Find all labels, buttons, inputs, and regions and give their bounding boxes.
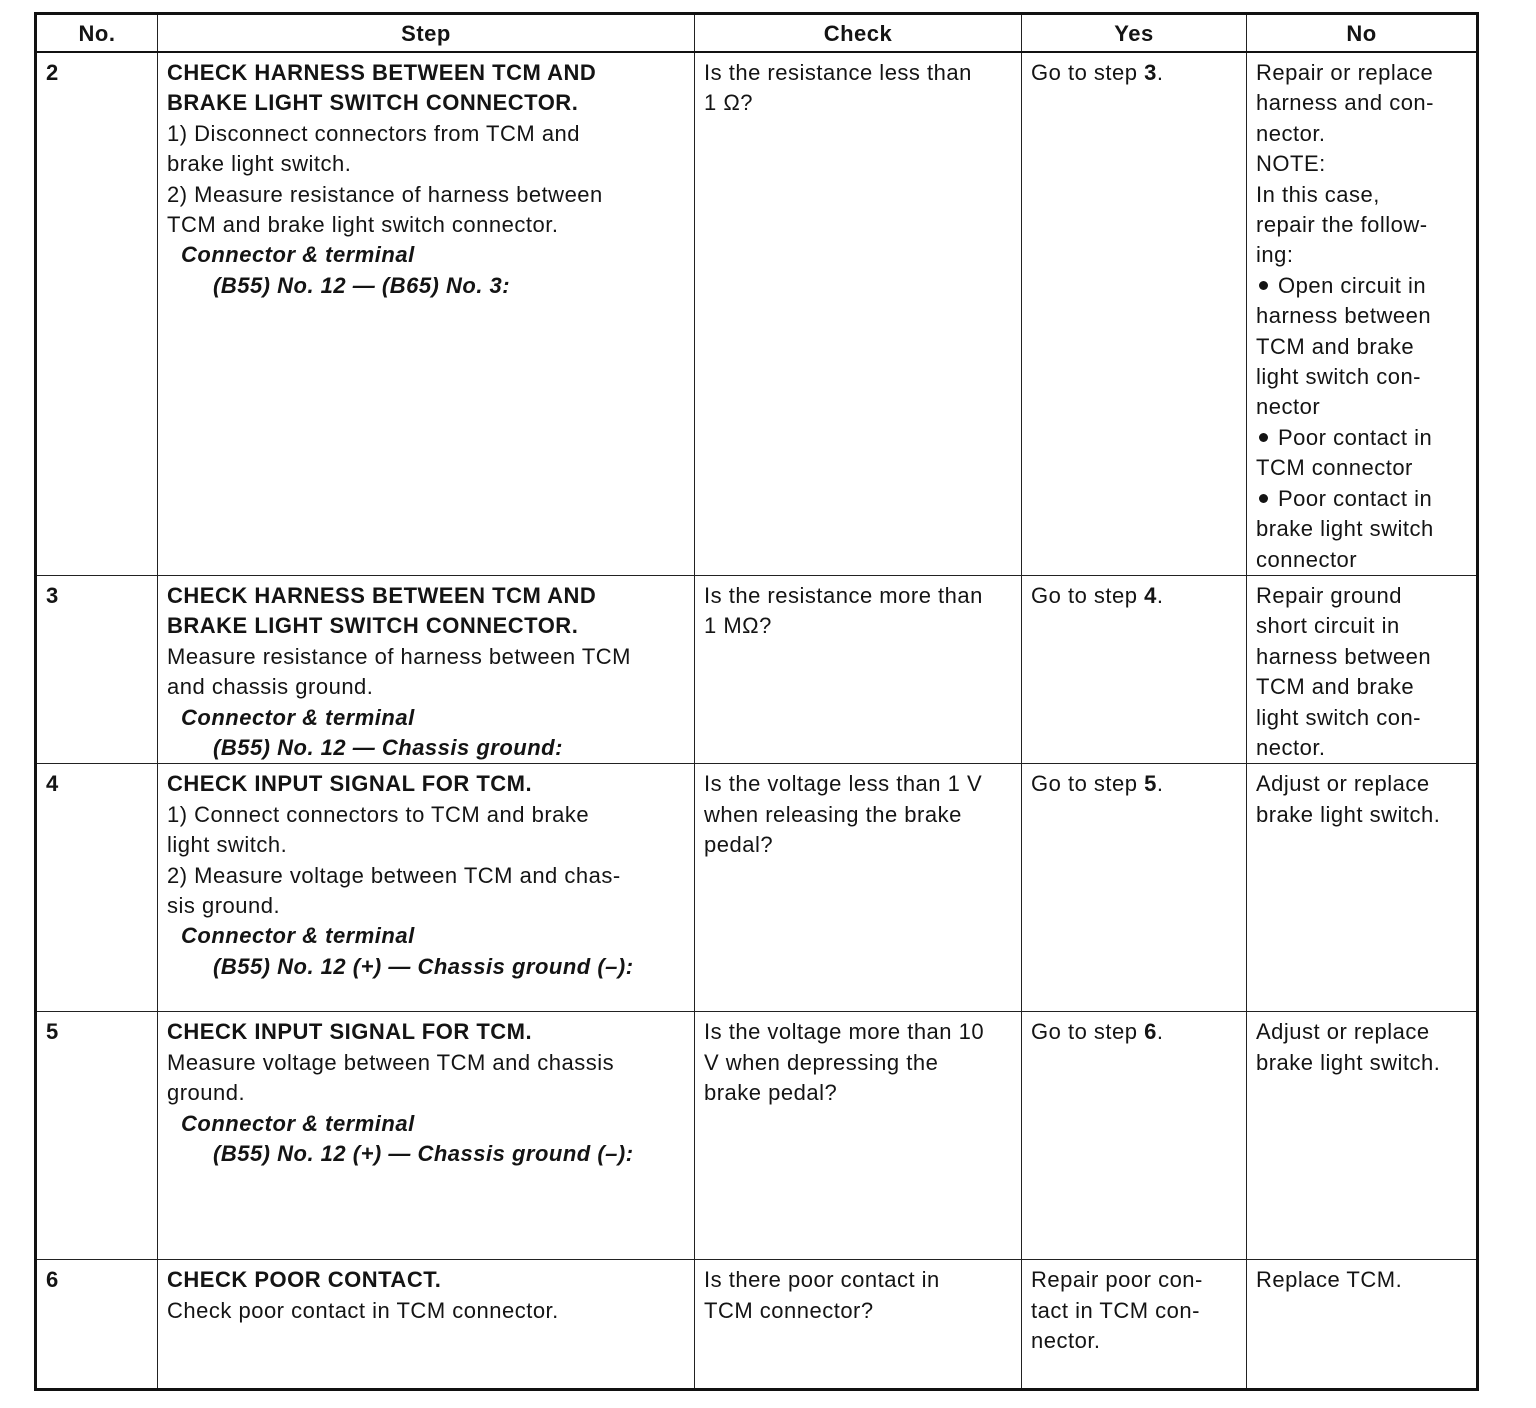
step-instruction: TCM and brake light switch connector. — [167, 212, 559, 238]
check-cell — [695, 764, 1022, 1012]
step-cell — [158, 575, 695, 763]
check-text: 1 Ω? — [704, 90, 754, 116]
bullet-text: Poor contact in — [1278, 424, 1433, 450]
step-instruction: 1) Disconnect connectors from TCM and — [167, 120, 581, 146]
bullet-item — [1256, 484, 1468, 514]
check-text: when releasing the brake — [704, 801, 962, 827]
no-text: harness between — [1256, 643, 1432, 669]
step-instruction: light switch. — [167, 832, 288, 858]
no-cell — [1247, 52, 1478, 575]
bullet-text: TCM and brake — [1256, 333, 1415, 359]
check-text: Is the voltage more than 10 — [704, 1019, 985, 1045]
terminal-spec: (B55) No. 12 (+) — Chassis ground (–): — [213, 953, 634, 979]
no-text: short circuit in — [1256, 613, 1400, 639]
yes-cell — [1022, 52, 1247, 575]
check-cell — [695, 1012, 1022, 1260]
row-number: 2 — [36, 52, 158, 575]
bullet-icon — [1259, 281, 1268, 290]
yes-text: tact in TCM con- — [1031, 1297, 1200, 1323]
step-title: CHECK HARNESS BETWEEN TCM AND — [167, 60, 597, 85]
yes-cell — [1022, 1260, 1247, 1390]
step-title: CHECK HARNESS BETWEEN TCM AND — [167, 582, 597, 608]
step-instruction: and chassis ground. — [167, 674, 374, 700]
step-title: CHECK INPUT SIGNAL FOR TCM. — [167, 1019, 533, 1045]
header-check: Check — [695, 14, 1022, 53]
step-title: CHECK POOR CONTACT. — [167, 1267, 442, 1293]
yes-text: nector. — [1031, 1328, 1101, 1354]
connector-label: Connector & terminal — [181, 1110, 415, 1136]
check-cell — [695, 575, 1022, 763]
no-text: Adjust or replace — [1256, 771, 1430, 797]
no-cell — [1247, 764, 1478, 1012]
bullet-text: Poor contact in — [1278, 485, 1433, 511]
step-instruction: sis ground. — [167, 892, 281, 918]
terminal-spec: (B55) No. 12 — Chassis ground: — [213, 734, 563, 760]
no-text: ing: — [1256, 242, 1294, 268]
table-row — [36, 52, 1478, 575]
step-instruction: 2) Measure voltage between TCM and chas- — [167, 862, 621, 888]
step-instruction: 2) Measure resistance of harness between — [167, 181, 603, 207]
header-yes: Yes — [1022, 14, 1247, 53]
check-text: brake pedal? — [704, 1080, 838, 1106]
yes-step-number: 4 — [1144, 582, 1157, 608]
check-cell — [695, 1260, 1022, 1390]
check-text: Is the resistance more than — [704, 582, 983, 608]
terminal-spec: (B55) No. 12 — (B65) No. 3: — [213, 272, 511, 298]
yes-text: Go to step — [1031, 60, 1145, 85]
step-cell — [158, 1012, 695, 1260]
no-text: Repair ground — [1256, 582, 1402, 608]
no-text: nector. — [1256, 734, 1326, 760]
bullet-text: nector — [1256, 394, 1321, 420]
check-text: Is the resistance less than — [704, 60, 972, 85]
bullet-icon — [1259, 494, 1268, 503]
step-title: CHECK INPUT SIGNAL FOR TCM. — [167, 771, 533, 797]
check-cell — [695, 52, 1022, 575]
bullet-text: light switch con- — [1256, 364, 1422, 390]
row-number: 3 — [36, 575, 158, 763]
check-text: Is there poor contact in — [704, 1267, 940, 1293]
header-step: Step — [158, 14, 695, 53]
yes-cell — [1022, 575, 1247, 763]
yes-step-number: 6 — [1144, 1019, 1157, 1045]
step-title: BRAKE LIGHT SWITCH CONNECTOR. — [167, 613, 579, 639]
no-text: In this case, — [1256, 181, 1380, 207]
check-text: 1 MΩ? — [704, 613, 772, 639]
bullet-text: harness between — [1256, 303, 1432, 329]
no-text: brake light switch. — [1256, 1049, 1441, 1075]
row-number: 4 — [36, 764, 158, 1012]
header-row — [36, 14, 1478, 53]
terminal-spec: (B55) No. 12 (+) — Chassis ground (–): — [213, 1140, 634, 1166]
no-text: repair the follow- — [1256, 212, 1428, 238]
no-cell — [1247, 1012, 1478, 1260]
step-cell — [158, 52, 695, 575]
yes-cell — [1022, 764, 1247, 1012]
bullet-icon — [1259, 433, 1268, 442]
connector-label: Connector & terminal — [181, 923, 415, 949]
yes-text: Go to step — [1031, 771, 1145, 797]
bullet-text: connector — [1256, 546, 1358, 572]
table-row — [36, 764, 1478, 1012]
bullet-text: Open circuit in — [1278, 272, 1427, 298]
step-title: BRAKE LIGHT SWITCH CONNECTOR. — [167, 90, 579, 116]
no-text: harness and con- — [1256, 90, 1434, 116]
no-text: Repair or replace — [1256, 60, 1434, 85]
diagnostic-table — [34, 12, 1479, 1391]
bullet-text: brake light switch — [1256, 516, 1434, 542]
no-text: TCM and brake — [1256, 674, 1415, 700]
step-instruction: Check poor contact in TCM connector. — [167, 1297, 559, 1323]
yes-text-suffix: . — [1156, 582, 1164, 608]
check-text: Is the voltage less than 1 V — [704, 771, 983, 797]
step-cell — [158, 764, 695, 1012]
table-row — [36, 1012, 1478, 1260]
table-row — [36, 1260, 1478, 1390]
row-number: 6 — [36, 1260, 158, 1390]
connector-label: Connector & terminal — [181, 704, 415, 730]
yes-text-suffix: . — [1156, 60, 1164, 85]
header-no-result: No — [1247, 14, 1478, 53]
no-text: Adjust or replace — [1256, 1019, 1430, 1045]
row-number: 5 — [36, 1012, 158, 1260]
check-text: TCM connector? — [704, 1297, 874, 1323]
no-cell — [1247, 575, 1478, 763]
no-text: Replace TCM. — [1256, 1267, 1403, 1293]
bullet-item — [1256, 271, 1468, 301]
yes-cell — [1022, 1012, 1247, 1260]
no-text: nector. — [1256, 120, 1326, 146]
bullet-item — [1256, 423, 1468, 453]
no-text: NOTE: — [1256, 151, 1326, 177]
yes-text: Go to step — [1031, 1019, 1145, 1045]
no-text: brake light switch. — [1256, 801, 1441, 827]
no-cell — [1247, 1260, 1478, 1390]
step-cell — [158, 1260, 695, 1390]
step-instruction: 1) Connect connectors to TCM and brake — [167, 801, 590, 827]
yes-text: Repair poor con- — [1031, 1267, 1203, 1293]
yes-step-number: 5 — [1144, 771, 1157, 797]
step-instruction: brake light switch. — [167, 151, 352, 177]
table-row — [36, 575, 1478, 763]
connector-label: Connector & terminal — [181, 242, 415, 268]
check-text: V when depressing the — [704, 1049, 939, 1075]
step-instruction: ground. — [167, 1080, 246, 1106]
no-text: light switch con- — [1256, 704, 1422, 730]
step-instruction: Measure resistance of harness between TCM — [167, 643, 631, 669]
header-no: No. — [36, 14, 158, 53]
yes-text: Go to step — [1031, 582, 1145, 608]
bullet-text: TCM connector — [1256, 455, 1413, 481]
yes-text-suffix: . — [1156, 1019, 1164, 1045]
yes-step-number: 3 — [1144, 60, 1157, 85]
yes-text-suffix: . — [1156, 771, 1164, 797]
check-text: pedal? — [704, 832, 774, 858]
step-instruction: Measure voltage between TCM and chassis — [167, 1049, 615, 1075]
